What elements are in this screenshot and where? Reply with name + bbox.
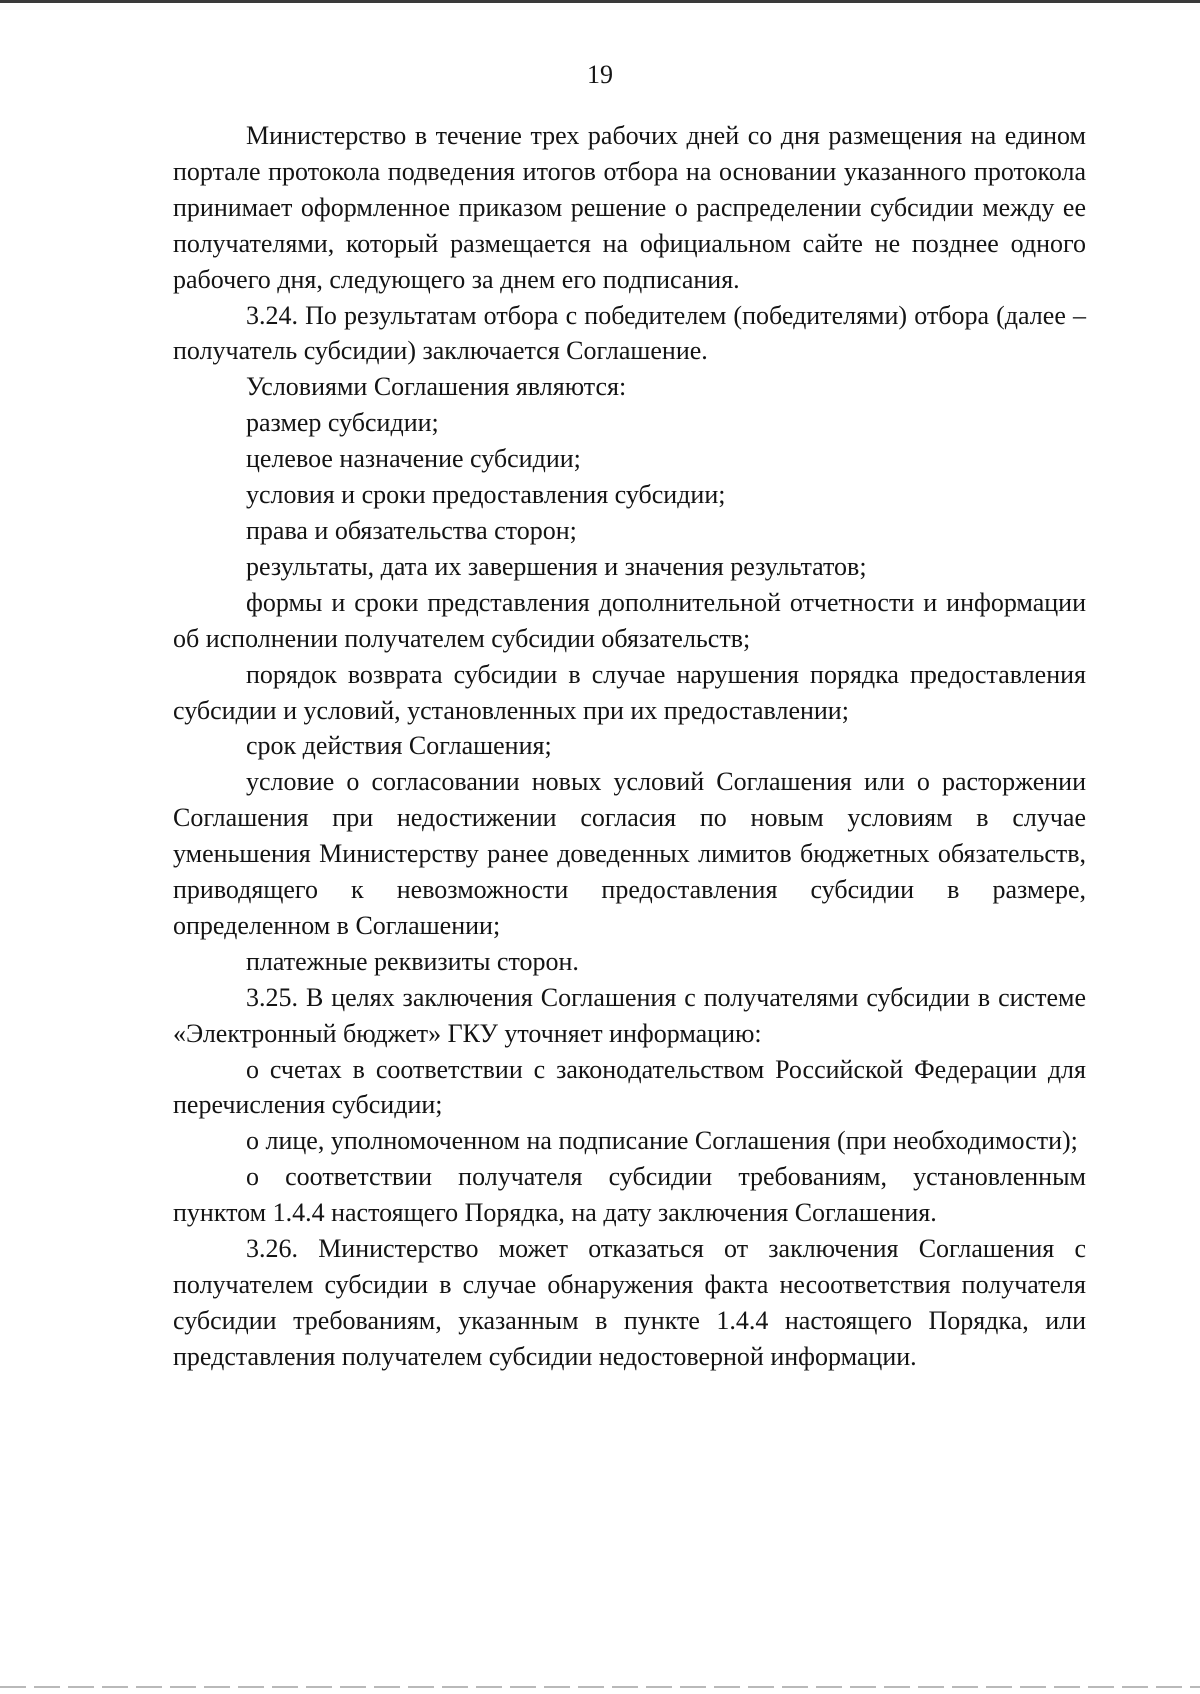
paragraph-ministry-decision: Министерство в течение трех рабочих дней со дня размещения на едином портале протокола подведения итогов отбора на основании указанного протокола принимает оформленное приказом решение о распределении субсидии между ее получателями, который размещается на официальном сайте не позднее одного рабочего дня, следующего за днем его подписания. [173,121,1086,294]
scan-top-border [0,0,1200,3]
paragraph-3-26: 3.26. Министерство может отказаться от заключения Соглашения с получателем субсидии в случае обнаружения факта несоответствия получателя субсидии требованиям, указанным в пункте 1.4.4 настоящего Порядка, или представления получателем субсидии недостоверной информации. [173,1234,1086,1371]
list-item-terms: условия и сроки предоставления субсидии; [246,480,726,510]
page-number: 19 [587,60,613,89]
list-item-rights-obligations: права и обязательства сторон; [246,515,577,545]
list-item-subsidy-size: размер субсидии; [246,408,439,438]
list-item-refund-procedure: порядок возврата субсидии в случае нарушения порядка предоставления субсидии и условий, установленных при их предоставлении; [173,659,1086,725]
list-item-new-conditions: условие о согласовании новых условий Соглашения или о расторжении Соглашения при недостижении согласия по новым условиям в случае уменьшения Министерству ранее доведенных лимитов бюджетных обязательств, приводящего к невозможности предоставления субсидии в размере, определенном в Соглашении; [173,767,1086,940]
scan-bottom-border [0,1686,1200,1688]
paragraph-3-25: 3.25. В целях заключения Соглашения с получателями субсидии в системе «Электронный бюджет» ГКУ уточняет информацию: [173,982,1086,1048]
list-item-accounts: о счетах в соответствии с законодательством Российской Федерации для перечисления субсидии; [173,1054,1086,1120]
paragraph-agreement-conditions-intro: Условиями Соглашения являются: [246,372,627,402]
list-item-authorized-person: о лице, уполномоченном на подписание Соглашения (при необходимости); [246,1126,1078,1156]
paragraph-3-24: 3.24. По результатам отбора с победителем (победителями) отбора (далее – получатель субсидии) заключается Соглашение. [173,300,1086,366]
list-item-results: результаты, дата их завершения и значения результатов; [246,551,867,581]
list-item-requirements-compliance: о соответствии получателя субсидии требованиям, установленным пунктом 1.4.4 настоящего Порядка, на дату заключения Соглашения. [173,1162,1086,1228]
document-body [173,118,1086,1375]
list-item-reporting: формы и сроки представления дополнительной отчетности и информации об исполнении получателем субсидии обязательств; [173,587,1086,653]
list-item-purpose: целевое назначение субсидии; [246,444,581,474]
list-item-payment-details: платежные реквизиты сторон. [246,946,579,976]
list-item-validity-period: срок действия Соглашения; [246,731,552,761]
